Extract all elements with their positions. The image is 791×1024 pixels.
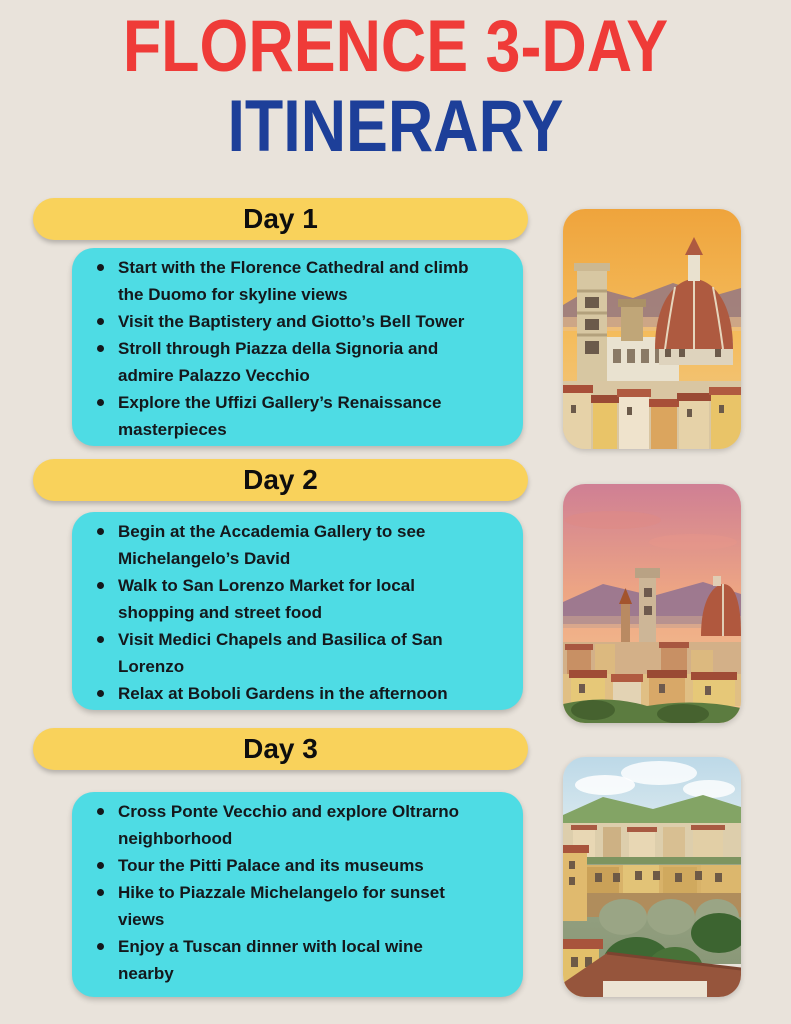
day1-label: Day 1	[243, 203, 318, 234]
day1-itinerary-list	[84, 254, 478, 443]
itinerary-item: Visit Medici Chapels and Basilica of San Lorenzo	[84, 626, 478, 680]
itinerary-item: Cross Ponte Vecchio and explore Oltrarno neighborhood	[84, 798, 478, 852]
ponte-vecchio-illustration	[563, 757, 741, 997]
itinerary-item: Start with the Florence Cathedral and climb the Duomo for skyline views	[84, 254, 478, 308]
title-line-2: ITINERARY	[227, 86, 564, 167]
day1-photo-florence-cathedral-sunset	[563, 209, 741, 449]
day1-header-pill	[33, 198, 528, 240]
itinerary-item: Enjoy a Tuscan dinner with local wine nearby	[84, 933, 478, 987]
day2-label: Day 2	[243, 464, 318, 495]
day3-header-pill	[33, 728, 528, 770]
itinerary-item: Begin at the Accademia Gallery to see Michelangelo’s David	[84, 518, 478, 572]
itinerary-item: Stroll through Piazza della Signoria and admire Palazzo Vecchio	[84, 335, 478, 389]
day3-label: Day 3	[243, 733, 318, 764]
day3-itinerary-list	[84, 798, 478, 987]
itinerary-item: Hike to Piazzale Michelangelo for sunset views	[84, 879, 478, 933]
day2-itinerary-list	[84, 518, 478, 707]
day3-itinerary-card	[72, 792, 523, 997]
day3-photo-ponte-vecchio	[563, 757, 741, 997]
page-title	[0, 7, 791, 167]
duomo-sunset-illustration	[563, 209, 741, 449]
itinerary-item: Walk to San Lorenzo Market for local shopping and street food	[84, 572, 478, 626]
itinerary-item: Visit the Baptistery and Giotto’s Bell Tower	[84, 308, 478, 335]
day2-itinerary-card	[72, 512, 523, 710]
itinerary-item: Tour the Pitti Palace and its museums	[84, 852, 478, 879]
itinerary-item: Explore the Uffizi Gallery’s Renaissance masterpieces	[84, 389, 478, 443]
day1-itinerary-card	[72, 248, 523, 446]
title-line-1: FLORENCE 3-DAY	[122, 6, 669, 87]
skyline-sunset-illustration	[563, 484, 741, 723]
day2-photo-florence-skyline-sunset	[563, 484, 741, 723]
itinerary-item: Relax at Boboli Gardens in the afternoon	[84, 680, 478, 707]
day2-header-pill	[33, 459, 528, 501]
